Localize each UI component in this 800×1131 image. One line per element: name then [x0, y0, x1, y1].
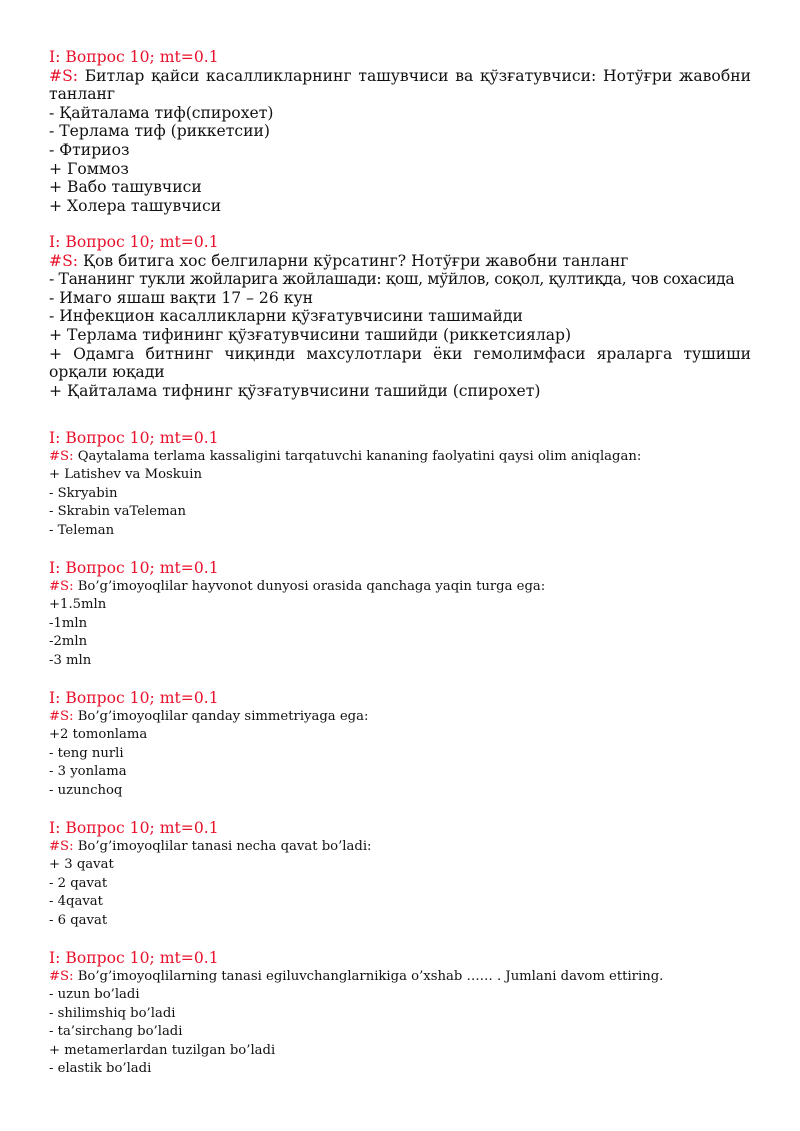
question-header: I: Вопрос 10; mt=0.1 — [49, 48, 219, 66]
stem-tag: #S: — [49, 448, 74, 464]
stem-tag: #S: — [49, 838, 74, 854]
answer-option: +1.5mln — [49, 597, 107, 613]
question-block — [49, 949, 751, 1079]
answer-option: - 3 yonlama — [49, 764, 127, 780]
question-block — [49, 559, 751, 670]
answer-option: -1mln — [49, 615, 88, 631]
stem-tag: #S: — [49, 968, 74, 984]
answer-option: - Қайталама тиф(спирохет) — [49, 103, 274, 122]
answer-option: - 2 qavat — [49, 875, 108, 891]
answer-option: - Skryabin — [49, 485, 118, 501]
answer-option: - shilimshiq bo’ladi — [49, 1005, 176, 1021]
answer-option: - Фтириоз — [49, 140, 130, 159]
stem-tag: #S: — [49, 66, 79, 85]
answer-option: + Терлама тифининг қўзғатувчисини ташийди (риккетсиялар) — [49, 325, 572, 344]
question-header: I: Вопрос 10; mt=0.1 — [49, 949, 219, 967]
stem-text: Битлар қайси касалликларнинг ташувчиси ва қўзғатувчиси: Нотўғри жавобни танланг — [49, 66, 751, 104]
question-stem — [49, 448, 751, 467]
answer-option: - Терлама тиф (риккетсии) — [49, 122, 271, 141]
answer-option: + 3 qavat — [49, 857, 114, 873]
question-header: I: Вопрос 10; mt=0.1 — [49, 689, 219, 707]
stem-text: Bo’g’imoyoqlilar hayvonot dunyosi orasida qanchaga yaqin turga ega: — [73, 578, 546, 594]
answer-option: - ta’sirchang bo’ladi — [49, 1024, 183, 1040]
answer-option: - teng nurli — [49, 745, 124, 761]
answer-option: - Тананинг тукли жойларига жойлашади: қош, мўйлов, соқол, қултиқда, чов сохасида — [49, 270, 735, 289]
answer-option: - uzun bo’ladi — [49, 987, 140, 1003]
stem-tag: #S: — [49, 578, 74, 594]
answer-option: - Skrabin vaTeleman — [49, 504, 186, 520]
answer-option: - 4qavat — [49, 894, 103, 910]
stem-text: Bo’g’imoyoqlilarning tanasi egiluvchanglarnikiga o’xshab …… . Jumlani davom ettiring. — [73, 968, 664, 984]
stem-tag: #S: — [49, 251, 79, 270]
question-header: I: Вопрос 10; mt=0.1 — [49, 233, 219, 251]
question-header: I: Вопрос 10; mt=0.1 — [49, 429, 219, 447]
stem-tag: #S: — [49, 708, 74, 724]
question-stem — [49, 708, 751, 727]
answer-option: + Одамга битнинг чиқинди махсулотлари ёки гемолимфаси яраларга тушиши орқали юқади — [49, 344, 751, 382]
answer-option: -3 mln — [49, 652, 92, 668]
question-block — [49, 48, 751, 215]
answer-option: + Вабо ташувчиси — [49, 178, 202, 197]
question-block — [49, 819, 751, 930]
answer-option: + metamerlardan tuzilgan bo’ladi — [49, 1042, 276, 1058]
answer-option: + Қайталама тифнинг қўзғатувчисини ташийди (спирохет) — [49, 381, 541, 400]
answer-option: + Гоммоз — [49, 159, 129, 178]
question-stem — [49, 67, 751, 104]
answer-option: - Инфекцион касалликларни қўзғатувчисини ташимайди — [49, 307, 523, 326]
answer-option: + Холера ташувчиси — [49, 196, 222, 215]
stem-text: Қов битига хос белгиларни кўрсатинг? Нотўғри жавобни танланг — [78, 251, 629, 270]
question-stem — [49, 252, 751, 271]
stem-text: Bo’g’imoyoqlilar qanday simmetriyaga ega: — [73, 708, 369, 724]
answer-option: -2mln — [49, 634, 88, 650]
answer-option: - elastik bo’ladi — [49, 1061, 152, 1077]
stem-text: Qaytalama terlama kassaligini tarqatuvchi kananing faolyatini qaysi olim aniqlagan: — [73, 448, 642, 464]
question-block — [49, 233, 751, 400]
answer-option: - Имаго яшаш вақти 17 – 26 кун — [49, 288, 314, 307]
answer-option: - uzunchoq — [49, 782, 123, 798]
question-block — [49, 429, 751, 540]
question-block — [49, 689, 751, 800]
question-stem — [49, 968, 751, 987]
answer-option: + Latishev va Moskuin — [49, 467, 202, 483]
question-stem — [49, 578, 751, 597]
question-stem — [49, 838, 751, 857]
question-header: I: Вопрос 10; mt=0.1 — [49, 559, 219, 577]
answer-option: - Teleman — [49, 522, 115, 538]
answer-option: +2 tomonlama — [49, 727, 148, 743]
answer-option: - 6 qavat — [49, 912, 108, 928]
question-header: I: Вопрос 10; mt=0.1 — [49, 819, 219, 837]
stem-text: Bo’g’imoyoqlilar tanasi necha qavat bo’ladi: — [73, 838, 372, 854]
